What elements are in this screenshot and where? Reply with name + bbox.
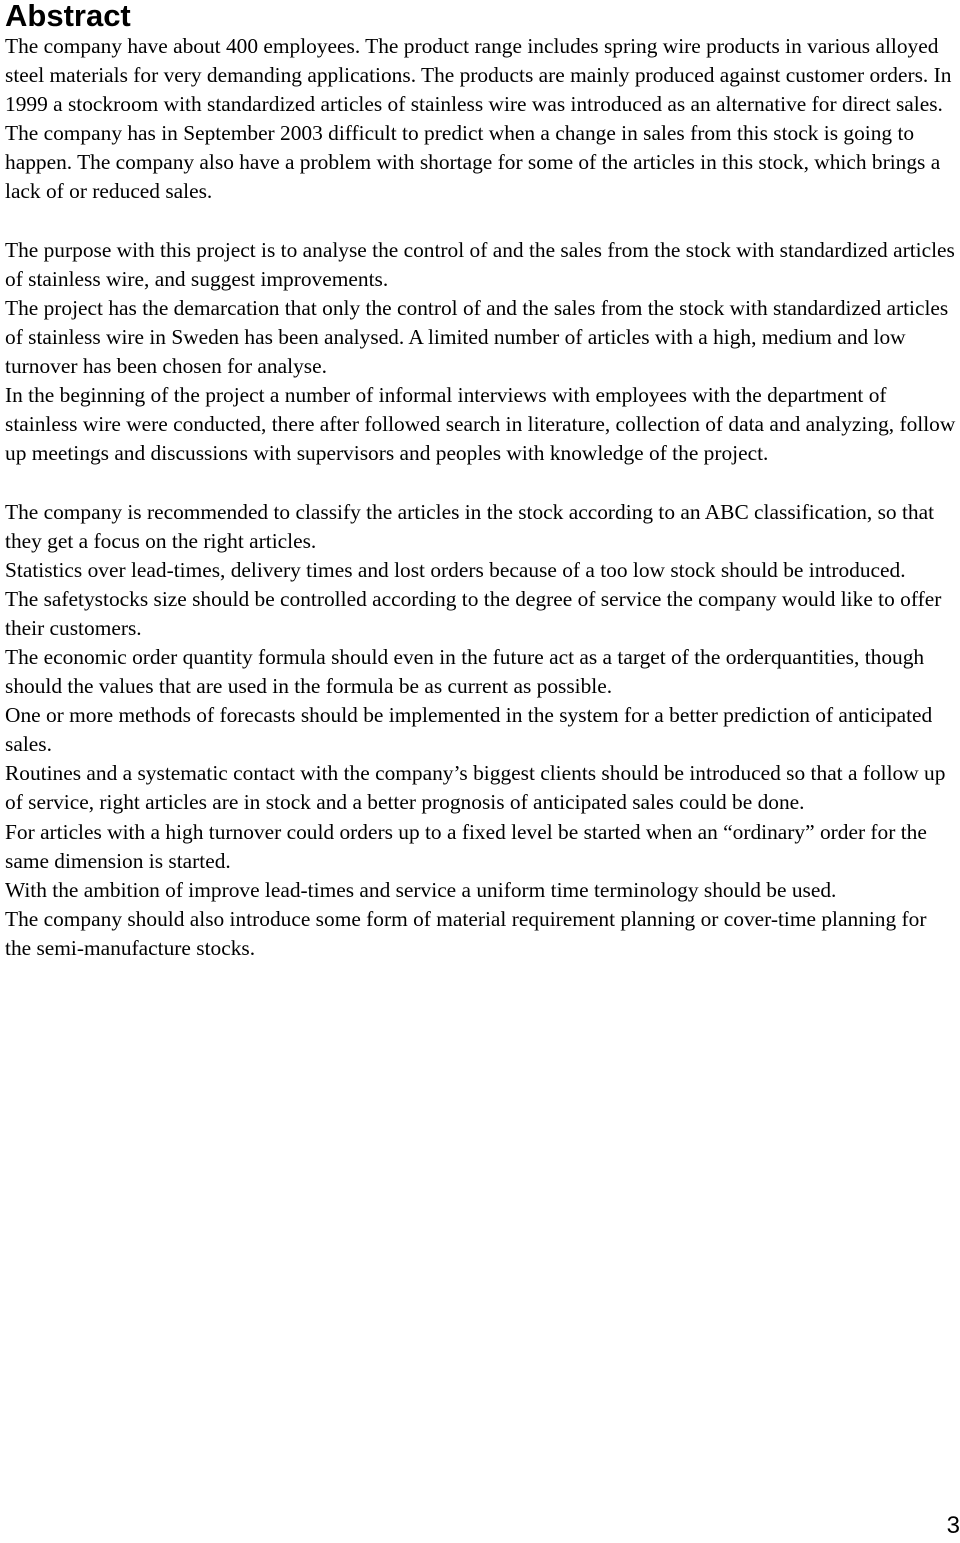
paragraph-company-overview: The company have about 400 employees. The product range includes spring wire products in various alloyed steel materials for very demanding applications. The products are mainly produced against customer orders. In 1999 a stockroom with standardized articles of stainless wire was introduced as an alternative for direct sales. The company has in September 2003 difficult to predict when a change in sales from this stock is going to happen. The company also have a problem with shortage for some of the articles in this stock, which brings a lack of or reduced sales. — [5, 34, 952, 204]
paragraph-recommendation-terminology: With the ambition of improve lead-times and service a uniform time terminology should be used. — [5, 877, 837, 902]
paragraph-spacer — [5, 207, 957, 236]
paragraph-method: In the beginning of the project a number of informal interviews with employees with the department of stainless wire were conducted, there after followed search in literature, collection of data and analyzing, follow up meetings and discussions with supervisors and peoples with knowledge of the project. — [5, 383, 956, 466]
paragraph-recommendation-safetystock: The safetystocks size should be controlled according to the degree of service the company would like to offer their customers. — [5, 586, 942, 640]
paragraph-recommendation-orders: For articles with a high turnover could orders up to a fixed level be started when an “ordinary” order for the same dimension is started. — [5, 819, 927, 873]
paragraph-recommendation-eoq: The economic order quantity formula should even in the future act as a target of the orderquantities, though should the values that are used in the formula be as current as possible. — [5, 644, 925, 699]
paragraph-demarcation: The project has the demarcation that only the control of and the sales from the stock with standardized articles of stainless wire in Sweden has been analysed. A limited number of articles with a high, medium and low turnover has been chosen for analyse. — [5, 295, 949, 379]
paragraph-purpose: The purpose with this project is to analyse the control of and the sales from the stock with standardized articles of stainless wire, and suggest improvements. — [5, 237, 955, 291]
paragraph-recommendation-forecasts: One or more methods of forecasts should be implemented in the system for a better prediction of anticipated sales. — [5, 703, 933, 757]
abstract-heading: Abstract — [5, 0, 131, 33]
document-page — [5, 0, 957, 963]
abstract-body — [5, 32, 957, 963]
page-number: 3 — [946, 1512, 960, 1539]
paragraph-spacer — [5, 468, 957, 497]
paragraph-recommendation-planning: The company should also introduce some form of material requirement planning or cover-time planning for the semi-manufacture stocks. — [5, 906, 927, 960]
paragraph-recommendation-statistics: Statistics over lead-times, delivery times and lost orders because of a too low stock should be introduced. — [5, 557, 906, 582]
paragraph-recommendation-routines: Routines and a systematic contact with the company’s biggest clients should be introduced so that a follow up of service, right articles are in stock and a better prognosis of anticipated sales could be done. — [5, 761, 946, 815]
paragraph-recommendation-abc: The company is recommended to classify the articles in the stock according to an ABC classification, so that they get a focus on the right articles. — [5, 499, 935, 553]
